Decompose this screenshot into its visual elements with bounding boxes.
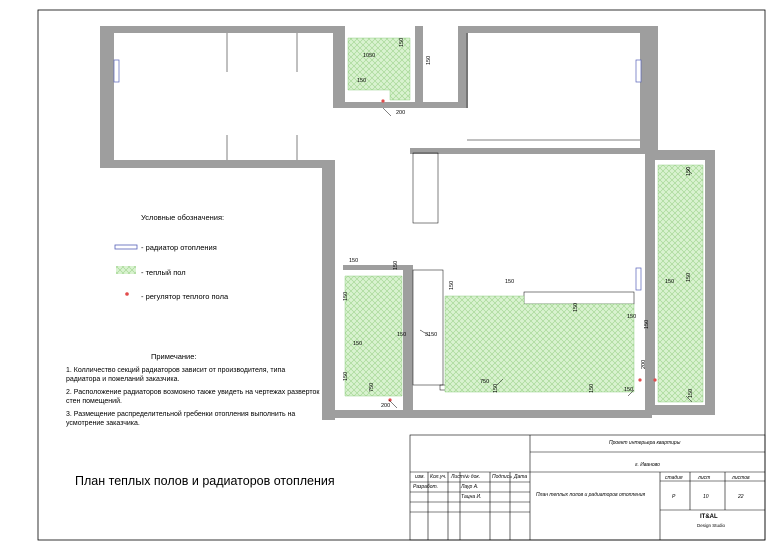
stage-value: Р bbox=[672, 494, 676, 500]
developer-name: Лаур А. bbox=[461, 484, 479, 490]
dimension-label: 150 bbox=[449, 280, 455, 290]
sheet-value: 10 bbox=[703, 494, 709, 500]
dimension-label: 200 bbox=[381, 403, 391, 409]
radiator-right-middle bbox=[636, 268, 641, 290]
studio-subtitle: Design Studio bbox=[697, 523, 726, 528]
dimension-label: 150 bbox=[357, 78, 367, 84]
radiator-left bbox=[114, 60, 119, 82]
notes-title: Примечание: bbox=[151, 352, 197, 361]
sheets-label: листов bbox=[732, 475, 750, 481]
dimension-label: 150 bbox=[688, 388, 694, 398]
radiator-right-top bbox=[636, 60, 641, 82]
dimension-label: 200 bbox=[641, 359, 647, 369]
dimension-label: 750 bbox=[369, 382, 375, 392]
city: г. Иваново bbox=[635, 462, 660, 468]
col-date: Дата bbox=[514, 474, 528, 480]
note-3: 3. Размещение распределительной гребенки отопления выполнить на усмотрение заказчика. bbox=[66, 411, 296, 427]
dimension-label: 150 bbox=[399, 37, 405, 47]
dimension-label: 150 bbox=[397, 332, 407, 338]
dimension-label: 3150 bbox=[425, 332, 438, 338]
dimension-label: 150 bbox=[573, 302, 579, 312]
dimension-label: 150 bbox=[505, 279, 515, 285]
dimension-label: 150 bbox=[686, 272, 692, 282]
dimension-label: 150 bbox=[493, 383, 499, 393]
studio-logo: IT&AL bbox=[700, 514, 718, 520]
legend-radiator-icon bbox=[115, 245, 137, 249]
legend-regulator-label: - регулятор теплого пола bbox=[141, 292, 229, 301]
dimension-label: 150 bbox=[644, 319, 650, 329]
note-1: 1. Колличество секций радиаторов зависит от производителя, типа радиатора и пожеланий заказчика. bbox=[66, 367, 286, 383]
dimension-label: 150 bbox=[353, 341, 363, 347]
col-list: Лист bbox=[451, 474, 464, 480]
checker-name: Тацна И. bbox=[461, 494, 482, 500]
legend-heated-floor-icon bbox=[116, 266, 136, 274]
sheet-title: План теплых полов и радиаторов отопления bbox=[75, 474, 335, 488]
legend-title: Условные обозначения: bbox=[141, 213, 225, 222]
col-izm: изм. bbox=[415, 474, 425, 480]
dimension-label: 150 bbox=[393, 260, 399, 270]
stage-label: стадия bbox=[665, 475, 683, 481]
dimension-label: 150 bbox=[589, 383, 595, 393]
project-name: Проект интерьера квартиры bbox=[609, 440, 681, 446]
dimension-label: 750 bbox=[480, 379, 490, 385]
dimension-label: 150 bbox=[665, 279, 675, 285]
dimension-label: 150 bbox=[343, 371, 349, 381]
drawing-name: План теплых полов и радиаторов отопления bbox=[536, 492, 646, 498]
legend-symbols bbox=[115, 245, 137, 296]
col-doc-no: № док. bbox=[464, 474, 481, 480]
dimension-label: 150 bbox=[343, 291, 349, 301]
legend-heated-floor-label: - теплый пол bbox=[141, 268, 186, 277]
legend-regulator-icon bbox=[125, 292, 129, 296]
legend-radiator-label: - радиатор отопления bbox=[141, 243, 217, 252]
dimension-label: 150 bbox=[349, 258, 359, 264]
dimension-label: 1050 bbox=[363, 53, 376, 59]
col-signature: Подпись bbox=[492, 474, 512, 480]
radiators bbox=[114, 60, 641, 290]
dimension-label: 150 bbox=[686, 166, 692, 176]
developed-label: Разработ. bbox=[413, 484, 438, 490]
heated-floor-living bbox=[445, 296, 637, 392]
dimension-label: 150 bbox=[624, 387, 634, 393]
dimension-label: 200 bbox=[396, 110, 406, 116]
heated-floor-hall bbox=[345, 276, 402, 396]
sheets-value: 22 bbox=[738, 494, 744, 500]
note-2: 2. Расположение радиаторов возможно также увидеть на чертежах разверток стен помещений. bbox=[66, 389, 320, 405]
dimension-label: 150 bbox=[426, 55, 432, 65]
col-kol-uch: Кол.уч. bbox=[430, 474, 447, 480]
sheet-label: лист bbox=[698, 475, 711, 481]
dimension-label: 150 bbox=[627, 314, 637, 320]
